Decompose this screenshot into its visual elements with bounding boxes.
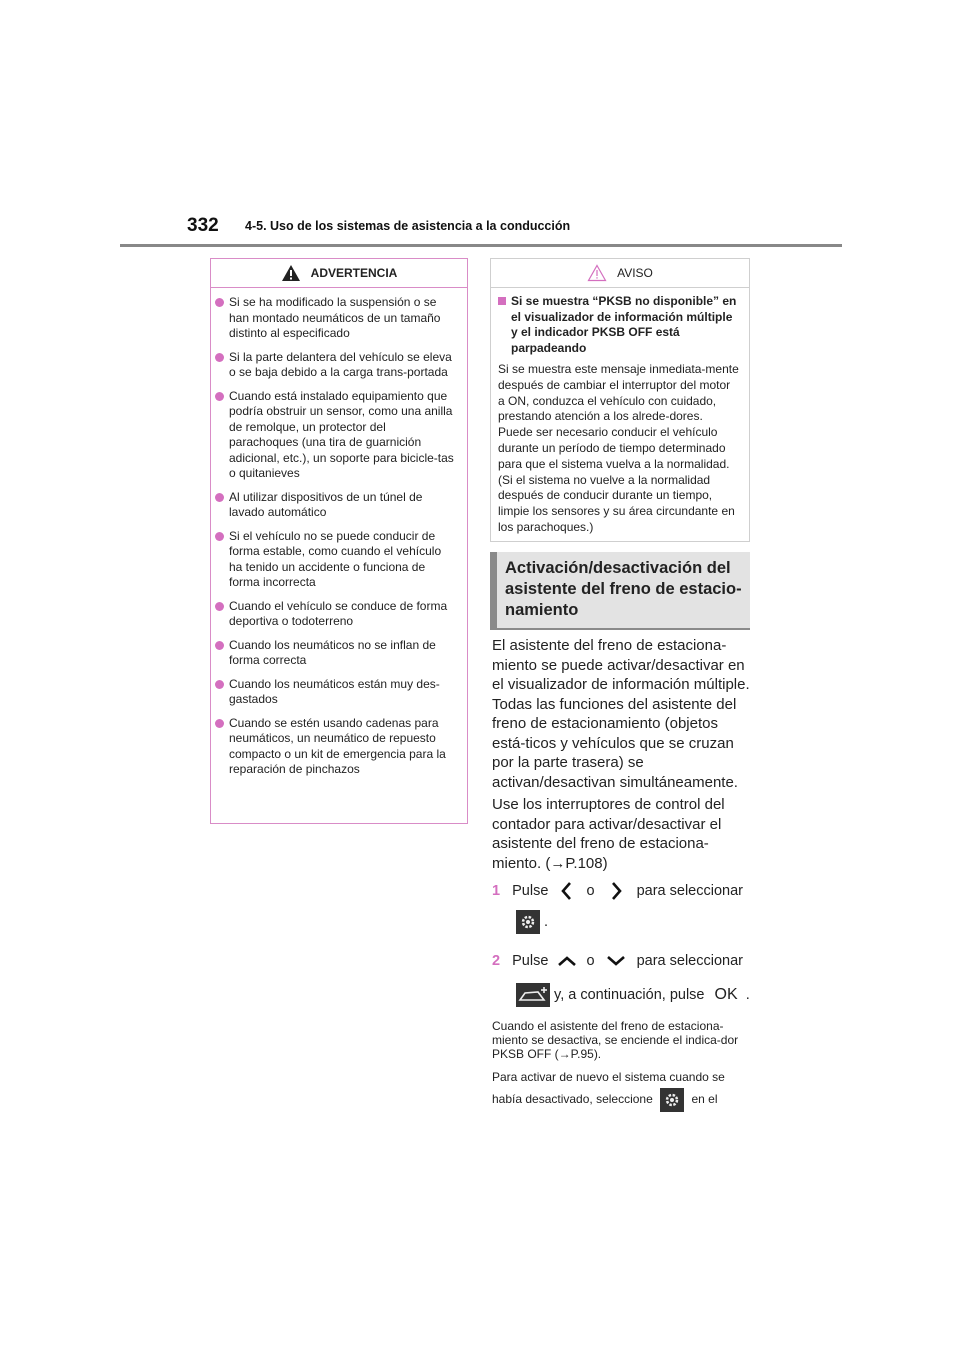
notice-title: AVISO — [617, 266, 653, 280]
bullet-dot-icon — [215, 353, 224, 362]
bullet-dot-icon — [215, 602, 224, 611]
step-1-icon-line: . — [516, 910, 548, 934]
page-number: 332 — [187, 215, 219, 236]
section-heading: Activación/desactivación del asistente del freno de estacio-namiento — [490, 552, 750, 630]
bullet-dot-icon — [215, 680, 224, 689]
notice-body: Si se muestra este mensaje inmediata-mente después de cambiar el interruptor del motor a ON, conduzca el vehículo con cuidado, prestando atención a los alrede-dores. Puede ser necesario conducir el vehículo durante un período de tiempo determinado para que el sistema vuelva a la normalidad. (Si el sistema no vuelve a la normalidad después de conducir durante un tiempo, limpie los sensores y su área circundante en los parachoques.) — [498, 362, 739, 534]
bullet-dot-icon — [215, 719, 224, 728]
paragraph-instructions: Use los interruptores de control del contador para activar/desactivar el asistente del freno de estaciona-miento. (→P.108) — [492, 796, 725, 872]
bullet-dot-icon — [215, 392, 224, 401]
note-reactivate-line-2: había desactivado, seleccione en el — [492, 1088, 754, 1112]
notice-box — [490, 258, 750, 542]
warning-item: Si el vehículo no se puede conducir de forma estable, como cuando el vehículo ha tenido un accidente o funciona de forma incorrecta — [211, 529, 467, 591]
step-2-icon-line: y, a continuación, pulse OK . — [516, 983, 750, 1007]
bullet-dot-icon — [215, 641, 224, 650]
header-rule — [120, 244, 842, 247]
paragraph-intro: El asistente del freno de estaciona-miento se puede activar/desactivar en el visualizador de información múltiple. Todas las funciones del asistente del freno de estacionamiento (objetos está-ticos y vehículos que se cruzan por la parte trasera) se activan/desactivan simultáneamente. — [492, 637, 750, 791]
step-2: 2 Pulse o para seleccionar — [492, 950, 743, 972]
notice-header — [491, 259, 749, 288]
warning-list — [211, 288, 467, 778]
warning-item: Si la parte delantera del vehículo se eleva o se baja debido a la carga trans-portada — [211, 350, 467, 381]
warning-item: Cuando está instalado equipamiento que podría obstruir un sensor, como una anilla de remolque, un protector del parachoques (una tira de guarnición adicional, etc.), un soporte para bicicle-tas o quitanieves — [211, 389, 467, 482]
section-title: 4-5. Uso de los sistemas de asistencia a la conducción — [245, 219, 571, 233]
chevron-down-icon — [605, 950, 627, 972]
step-1: 1 Pulse o para seleccionar — [492, 880, 743, 902]
chevron-up-icon — [556, 950, 578, 972]
settings-gear-icon — [516, 910, 540, 934]
warning-box — [210, 258, 468, 824]
warning-item: Cuando los neumáticos no se inflan de forma correcta — [211, 638, 467, 669]
square-bullet-icon — [498, 297, 506, 305]
chevron-left-icon — [556, 880, 578, 902]
note-deactivated: Cuando el asistente del freno de estaciona-miento se desactiva, se enciende el indica-dor PKSB OFF (→P.95). — [492, 1019, 739, 1061]
warning-item: Si se ha modificado la suspensión o se han montado neumáticos de un tamaño distinto al especificado — [211, 295, 467, 342]
warning-item: Cuando se estén usando cadenas para neumáticos, un neumático de repuesto compacto o un kit de emergencia para la reparación de pinchazos — [211, 716, 467, 778]
bullet-dot-icon — [215, 298, 224, 307]
notice-subheading: Si se muestra “PKSB no disponible” en el visualizador de información múltiple y el indicador PKSB OFF está parpadeando — [491, 288, 749, 356]
warning-title: ADVERTENCIA — [310, 266, 398, 280]
bullet-dot-icon — [215, 532, 224, 541]
parking-brake-assist-icon — [516, 983, 550, 1007]
caution-triangle-icon — [587, 264, 607, 282]
bullet-dot-icon — [215, 493, 224, 502]
settings-gear-icon — [660, 1088, 684, 1112]
warning-triangle-icon — [281, 264, 301, 282]
warning-item: Cuando los neumáticos están muy des-gastados — [211, 677, 467, 708]
warning-header — [211, 259, 467, 288]
chevron-right-icon — [605, 880, 627, 902]
ok-button-label: OK — [714, 985, 738, 1003]
warning-item: Al utilizar dispositivos de un túnel de lavado automático — [211, 490, 467, 521]
warning-item: Cuando el vehículo se conduce de forma deportiva o todoterreno — [211, 599, 467, 630]
note-reactivate-line-1: Para activar de nuevo el sistema cuando se — [492, 1070, 725, 1084]
